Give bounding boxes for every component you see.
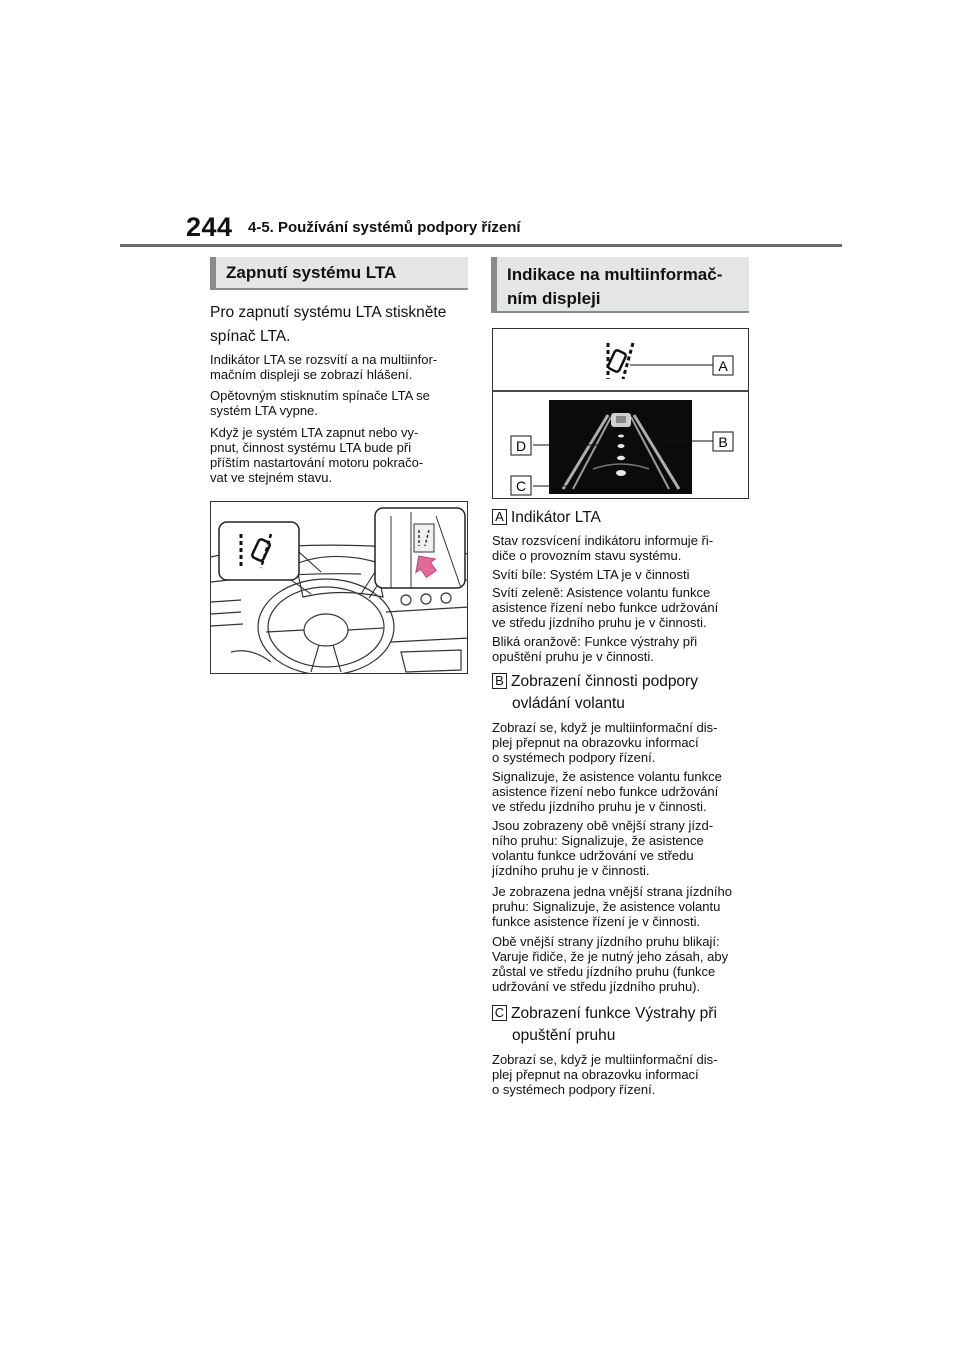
item-c-title-cont: opuštění pruhu bbox=[512, 1027, 616, 1044]
section-title-display bbox=[491, 257, 749, 313]
display-svg bbox=[493, 329, 749, 499]
badge-c: C bbox=[492, 1005, 507, 1021]
header-rule bbox=[120, 244, 842, 247]
label-d-text: D bbox=[515, 438, 527, 454]
text-line: Zobrazí se, když je multiinformační dis- bbox=[492, 1052, 718, 1067]
text-line: ve středu jízdního pruhu je v činnosti. bbox=[492, 799, 707, 814]
text-line: Když je systém LTA zapnut nebo vy- bbox=[210, 425, 419, 440]
text-line: plej přepnut na obrazovku informací bbox=[492, 1067, 699, 1082]
section-title-line: Indikace na multiinformač- bbox=[507, 265, 723, 284]
text-line: Signalizuje, že asistence volantu funkce bbox=[492, 769, 722, 784]
paragraph bbox=[492, 884, 754, 929]
text-line: Svítí zeleně: Asistence volantu funkce bbox=[492, 585, 711, 600]
text-line: Opětovným stisknutím spínače LTA se bbox=[210, 388, 430, 403]
paragraph bbox=[210, 388, 472, 418]
text-line: pnut, činnost systému LTA bude při bbox=[210, 440, 412, 455]
text-line: diče o provozním stavu systému. bbox=[492, 548, 682, 563]
paragraph bbox=[492, 585, 754, 630]
text-line: Varuje řidiče, že je nutný jeho zásah, aby bbox=[492, 949, 729, 964]
label-a-text: A bbox=[718, 358, 728, 374]
lead-paragraph bbox=[210, 301, 470, 349]
lta-icon-callout bbox=[219, 522, 299, 580]
text-line: plej přepnut na obrazovku informací bbox=[492, 735, 699, 750]
badge-a: A bbox=[492, 509, 507, 525]
text-line: pruhu: Signalizuje, že asistence volantu bbox=[492, 899, 721, 914]
dashboard-svg bbox=[211, 502, 468, 674]
paragraph bbox=[492, 818, 754, 878]
item-c-title: Zobrazení funkce Výstrahy při bbox=[511, 1005, 717, 1022]
section-title-lta-on: Zapnutí systému LTA bbox=[210, 257, 468, 290]
item-b-title-cont: ovládání volantu bbox=[512, 695, 625, 712]
label-c-text: C bbox=[515, 478, 527, 494]
paragraph bbox=[492, 567, 754, 582]
text-line: jízdního pruhu je v činnosti. bbox=[492, 863, 650, 878]
paragraph bbox=[492, 634, 754, 664]
text-line: asistence řízení nebo funkce udržování bbox=[492, 600, 719, 615]
label-b-text: B bbox=[718, 434, 728, 450]
text-line: Obě vnější strany jízdního pruhu blikají: bbox=[492, 934, 720, 949]
text-line: Jsou zobrazeny obě vnější strany jízd- bbox=[492, 818, 714, 833]
text-line: vat ve stejném stavu. bbox=[210, 470, 333, 485]
chapter-title: 4-5. Používání systémů podpory řízení bbox=[248, 219, 521, 236]
dashboard-illustration bbox=[210, 501, 468, 674]
display-illustration bbox=[492, 328, 749, 499]
text-line: Stav rozsvícení indikátoru informuje ři- bbox=[492, 533, 714, 548]
paragraph bbox=[492, 1052, 754, 1097]
text-line: o systémech podpory řízení. bbox=[492, 750, 656, 765]
section-title-line: ním displeji bbox=[507, 289, 601, 308]
text-line: funkce asistence řízení je v činnosti. bbox=[492, 914, 701, 929]
paragraph bbox=[492, 720, 754, 765]
text-line: udržování ve středu jízdního pruhu). bbox=[492, 979, 701, 994]
item-c-heading bbox=[492, 1003, 750, 1047]
text-line: systém LTA vypne. bbox=[210, 403, 318, 418]
text-line: mačním displeji se zobrazí hlášení. bbox=[210, 367, 413, 382]
paragraph bbox=[492, 533, 754, 563]
item-a-title: Indikátor LTA bbox=[511, 509, 601, 526]
text-line: Indikátor LTA se rozsvítí a na multiinfor- bbox=[210, 352, 438, 367]
text-line: Svítí bíle: Systém LTA je v činnosti bbox=[492, 567, 690, 582]
paragraph bbox=[210, 425, 472, 485]
lead-line: spínač LTA. bbox=[210, 328, 291, 345]
item-b-title: Zobrazení činnosti podpory bbox=[511, 673, 698, 690]
text-line: opuštění pruhu je v činnosti. bbox=[492, 649, 654, 664]
text-line: volantu funkce udržování ve středu bbox=[492, 848, 694, 863]
text-line: Bliká oranžově: Funkce výstrahy při bbox=[492, 634, 698, 649]
text-line: ního pruhu: Signalizuje, že asistence bbox=[492, 833, 704, 848]
lead-line: Pro zapnutí systému LTA stiskněte bbox=[210, 304, 447, 321]
text-line: příštím nastartování motoru pokračo- bbox=[210, 455, 424, 470]
text-line: ve středu jízdního pruhu je v činnosti. bbox=[492, 615, 707, 630]
paragraph bbox=[492, 934, 754, 994]
item-b-heading bbox=[492, 671, 750, 715]
page-number: 244 bbox=[186, 212, 233, 242]
text-line: zůstal ve středu jízdního pruhu (funkce bbox=[492, 964, 716, 979]
text-line: o systémech podpory řízení. bbox=[492, 1082, 656, 1097]
badge-b: B bbox=[492, 673, 507, 689]
item-a-heading bbox=[492, 507, 750, 529]
paragraph bbox=[492, 769, 754, 814]
text-line: Je zobrazena jedna vnější strana jízdního bbox=[492, 884, 732, 899]
text-line: asistence řízení nebo funkce udržování bbox=[492, 784, 719, 799]
text-line: Zobrazí se, když je multiinformační dis- bbox=[492, 720, 718, 735]
paragraph bbox=[210, 352, 472, 382]
